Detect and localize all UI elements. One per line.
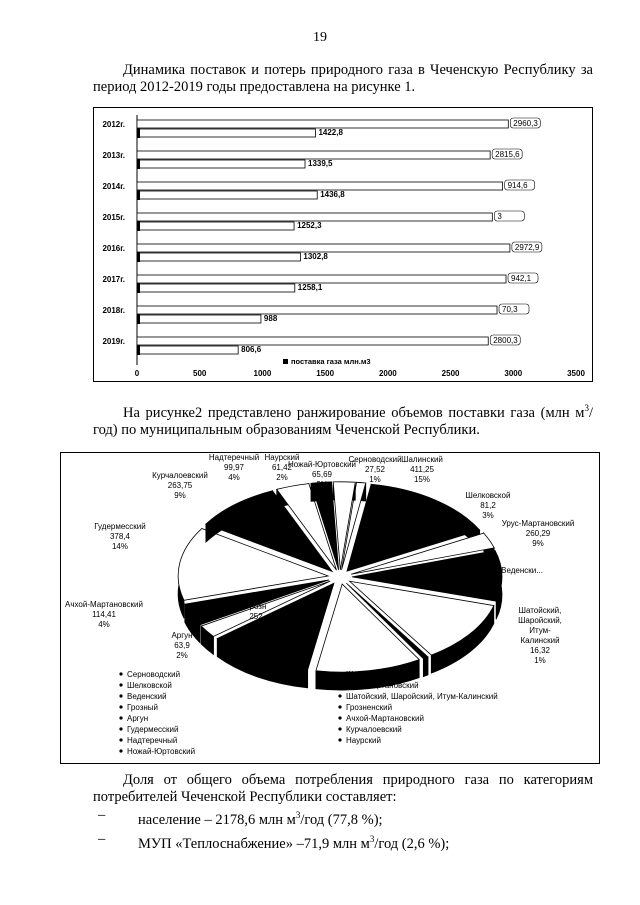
paragraph-shares-text: Доля от общего объема потребления природного газа по категориям потребителей Чеченской Республики составляет:: [93, 772, 593, 805]
paragraph-intro-text: Динамика поставок и потерь природного газа в Чеченскую Республику за период 2012-2019 годы предоставлена на рисунке 1.: [93, 62, 593, 95]
bar-supply: [137, 315, 261, 323]
dash-marker: –: [98, 807, 106, 823]
slice-label-achkhoy-martanovsky: Ачхой-Мартановский: [65, 600, 143, 609]
category-label: 2019г.: [102, 337, 125, 346]
bar-total: [137, 120, 508, 128]
data-label-supply: 1302,8: [303, 252, 328, 261]
data-label-total: 70,3: [502, 305, 518, 314]
bar-total: [137, 337, 488, 345]
legend-item: Шалинский: [346, 670, 388, 679]
paragraph-ranking-text-end: /год) по муниципальным образованиям Чеченской Республики.: [93, 404, 593, 438]
x-tick-label: 1000: [253, 369, 272, 378]
bar-total: [137, 275, 506, 283]
slice-label-argun: Аргун: [171, 631, 193, 640]
legend-bullet: [119, 694, 122, 697]
data-label-supply: 1436,8: [320, 190, 345, 199]
slice-label-grozny: Грозн: [245, 602, 267, 611]
slice-label-shalinsky: 15%: [413, 475, 431, 484]
slice-label-achkhoy-martanovsky: 4%: [98, 620, 110, 629]
data-label-total: 2960,3: [513, 119, 538, 128]
legend-item: Надтеречный: [127, 736, 178, 745]
slice-label-shelkovskoy: 81,2: [480, 501, 496, 510]
legend-item: Аргун: [127, 714, 149, 723]
category-label: 2012г.: [102, 120, 125, 129]
slice-label-gudermes: 378,4: [109, 532, 131, 541]
slice-label-achkhoy-martanovsky: 114,41: [92, 610, 116, 619]
legend-bullet: [119, 738, 122, 741]
legend-item: Веденский: [127, 692, 167, 701]
list-item-text: население – 2178,6 млн $м^3$/год (77,8 %);: [138, 810, 383, 828]
bar-supply: [137, 191, 317, 199]
x-tick-label: 3500: [567, 369, 585, 378]
category-label: 2017г.: [102, 275, 125, 284]
legend-bullet: [119, 672, 122, 675]
bar-loss: [137, 252, 140, 262]
bar-supply: [137, 222, 294, 230]
legend-item: Ножай-Юртовский: [127, 747, 196, 756]
slice-label-gudermes: 14%: [111, 542, 129, 551]
bar-supply: [137, 129, 315, 137]
legend-item: Шелковской: [127, 681, 172, 690]
legend-label: поставка газа млн.м3: [291, 357, 371, 366]
slice-label-gudermes: Гудермесский: [94, 522, 146, 531]
x-tick-label: 500: [193, 369, 207, 378]
slice-label-sernovodsky: 1%: [369, 475, 381, 484]
category-label: 2013г.: [102, 151, 125, 160]
legend-item: Серноводский: [127, 670, 181, 679]
slice-label-argun: 2%: [176, 651, 188, 660]
slice-label-urus-martanovsky: Урус-Мартановский: [501, 519, 575, 528]
slice-label-nozhay: 65,69: [311, 470, 333, 479]
slice-label-kurchaloy: Курчалоевский: [152, 471, 208, 480]
legend-bullet: [338, 727, 341, 730]
superscript: 3: [584, 403, 589, 413]
bar-loss: [137, 159, 140, 169]
slice-label-shatoy: 16,32: [529, 646, 551, 655]
category-label: 2014г.: [102, 182, 125, 191]
data-label-supply: 1422,8: [318, 128, 343, 137]
slice-label-shatoy: 1%: [534, 656, 546, 665]
bar-loss: [137, 314, 140, 324]
legend-item: Грозненский: [346, 703, 393, 712]
bar-loss: [137, 345, 140, 355]
slice-label-naursky: Наурский: [264, 453, 300, 462]
slice-label-naursky: 61,42: [271, 463, 293, 472]
bar-supply: [137, 346, 238, 354]
legend-bullet: [119, 749, 122, 752]
dash-marker: –: [98, 830, 106, 847]
bar-total: [137, 151, 490, 159]
legend-bullet: [119, 716, 122, 719]
bar-loss: [137, 190, 140, 200]
data-label-total: 3: [497, 212, 502, 221]
bar-supply: [137, 253, 300, 261]
bar-loss: [137, 283, 140, 293]
bar-total: [137, 182, 503, 190]
bar-loss: [137, 128, 140, 138]
legend-bullet: [338, 738, 341, 741]
bar-loss: [137, 221, 140, 231]
category-label: 2016г.: [102, 244, 125, 253]
paragraph-shares: [93, 772, 593, 806]
data-label-total: 2815,6: [495, 150, 520, 159]
bar-total: [137, 244, 510, 252]
legend-bullet: [119, 705, 122, 708]
x-tick-label: 2500: [441, 369, 460, 378]
x-tick-label: 2000: [378, 369, 397, 378]
bar-chart: [93, 107, 593, 382]
data-label-total: 2800,3: [493, 336, 518, 345]
slice-label-shatoy: Шаройский,: [518, 616, 562, 625]
slice-label-shalinsky: Шалинский: [401, 455, 443, 464]
slice-label-vedensky: Веденски...: [501, 566, 543, 575]
data-label-total: 914,6: [507, 181, 528, 190]
slice-label-nozhay: 2%: [316, 480, 328, 489]
legend-item: Шатойский, Шаройский, Итум-Калинский: [346, 692, 498, 701]
slice-label-shatoy: Калинский: [520, 636, 560, 645]
list-item-text: МУП «Теплоснабжение» –71,9 млн $м^3$/год (2,6 %);: [138, 833, 450, 852]
legend-item: Грозный: [127, 703, 158, 712]
pie-slice-side: [423, 657, 428, 677]
paragraph-ranking-text: На рисунке2 представлено ранжирование объемов поставки газа (млн м: [123, 404, 585, 421]
data-label-supply: 1252,3: [297, 221, 322, 230]
paragraph-ranking: [93, 400, 593, 439]
legend-item: Ачхой-Мартановский: [346, 714, 424, 723]
bar-total: [137, 213, 492, 221]
legend-bullet: [338, 672, 341, 675]
legend-bullet: [119, 683, 122, 686]
pie-chart: [60, 452, 600, 764]
bar-supply: [137, 160, 305, 168]
category-label: 2015г.: [102, 213, 125, 222]
slice-label-nadterechny: 4%: [228, 473, 240, 482]
bar-supply: [137, 284, 295, 292]
x-tick-label: 0: [134, 369, 140, 378]
x-tick-label: 3000: [504, 369, 523, 378]
data-label-supply: 988: [263, 314, 278, 323]
slice-label-kurchaloy: 9%: [174, 491, 186, 500]
list-item: [93, 830, 593, 854]
x-tick-label: 1500: [316, 369, 335, 378]
slice-label-urus-martanovsky: 9%: [532, 539, 544, 548]
legend-item: Наурский: [346, 736, 381, 745]
category-label: 2018г.: [102, 306, 125, 315]
legend-bullet: [338, 705, 341, 708]
slice-label-nadterechny: 99,97: [223, 463, 245, 472]
slice-label-shelkovskoy: Шелковской: [465, 491, 511, 500]
data-label-supply: 1258,1: [297, 283, 323, 292]
list-item: [93, 806, 593, 830]
paragraph-intro: [93, 62, 593, 96]
legend-item: Гудермесский: [127, 725, 179, 734]
slice-label-shelkovskoy: 3%: [482, 511, 494, 520]
legend-swatch: [283, 359, 288, 364]
bullet-list: [93, 806, 593, 854]
slice-label-urus-martanovsky: 260,29: [525, 529, 551, 538]
slice-label-nadterechny: Надтеречный: [208, 453, 260, 462]
slice-label-shatoy: Итум-: [529, 626, 551, 635]
slice-label-shalinsky: 411,25: [410, 465, 434, 474]
legend-item: Урус-Мартановский: [346, 681, 419, 690]
legend-bullet: [338, 683, 341, 686]
slice-label-nozhay: Ножай-Юртовский: [287, 460, 357, 469]
slice-label-naursky: 2%: [276, 473, 288, 482]
slice-label-sernovodsky: Серноводский: [348, 455, 402, 464]
slice-label-kurchaloy: 263,75: [167, 481, 193, 490]
legend-bullet: [119, 727, 122, 730]
page-number: 19: [313, 30, 327, 45]
legend-item: Курчалоевский: [346, 725, 402, 734]
data-label-total: 2972,9: [514, 243, 540, 252]
legend-bullet: [338, 694, 341, 697]
slice-label-shatoy: Шатойский,: [518, 606, 562, 615]
slice-label-argun: 63,9: [174, 641, 190, 650]
data-label-supply: 806,6: [241, 345, 262, 354]
data-label-total: 942,1: [511, 274, 532, 283]
slice-label-sernovodsky: 27,52: [364, 465, 386, 474]
bar-total: [137, 306, 497, 314]
data-label-supply: 1339,5: [308, 159, 333, 168]
legend-bullet: [338, 716, 341, 719]
slice-label-grozny: 252: [249, 612, 263, 621]
